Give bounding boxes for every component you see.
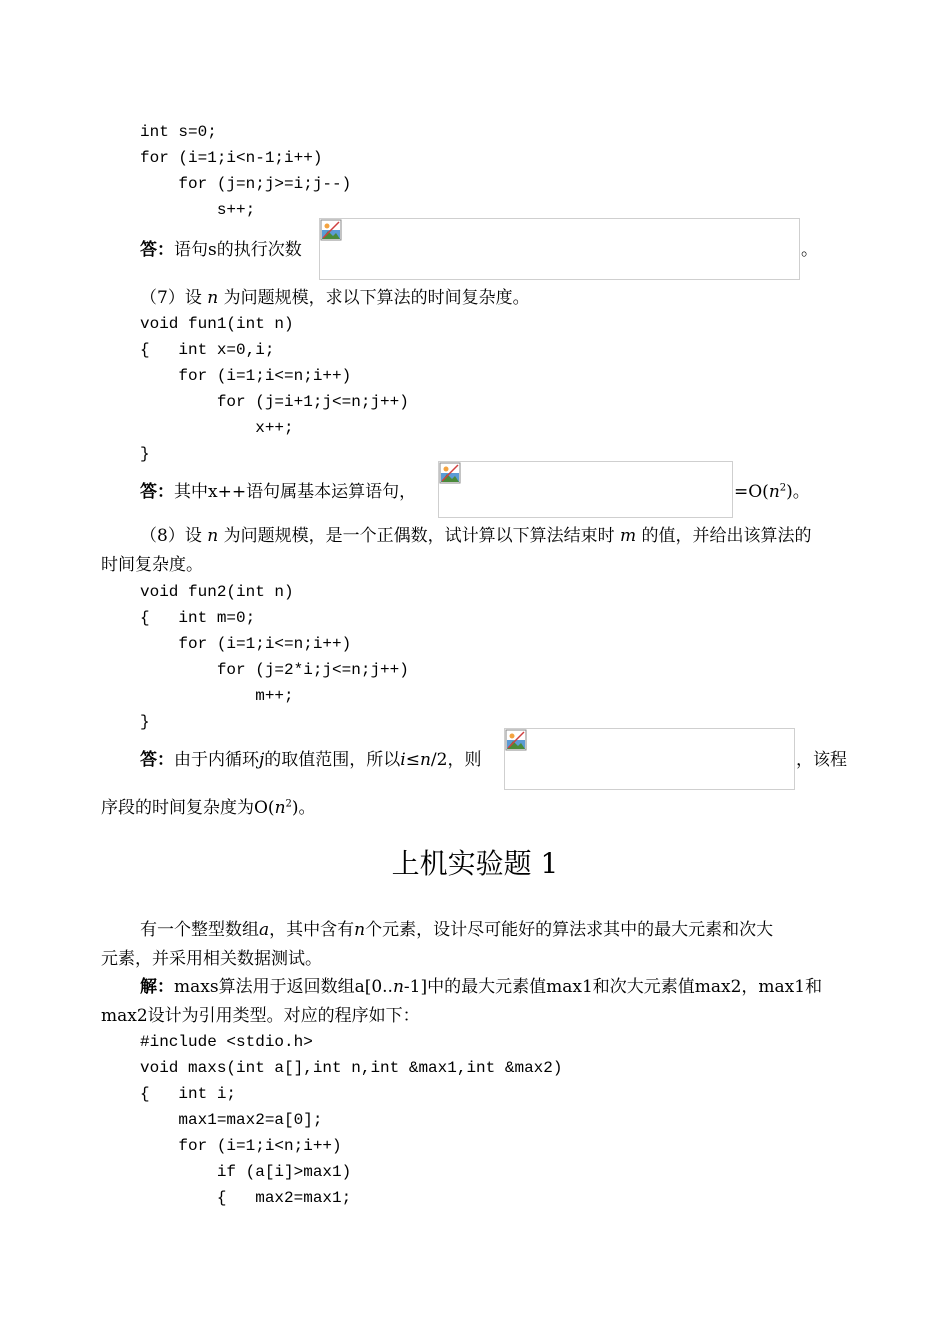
q-text: 为问题规模，求以下算法的时间复杂度。: [218, 288, 530, 308]
code-line: max1=max2=a[0];: [140, 1111, 323, 1129]
p-text: ，其中含有: [269, 920, 355, 940]
code-line: for (j=2*i;j<=n;j++): [140, 661, 409, 679]
answer-text: 其中x++语句属基本运算语句，: [174, 482, 417, 502]
solution-label: 解：: [140, 977, 174, 997]
eq-text: )。: [786, 482, 810, 502]
q-var: n: [207, 288, 219, 308]
q-text: 为问题规模，是一个正偶数，试计算以下算法结束时: [218, 526, 620, 546]
q-var: m: [620, 526, 637, 546]
code-line: void fun1(int n): [140, 315, 294, 333]
answer-var: n: [274, 798, 286, 818]
broken-image-icon: [320, 219, 342, 241]
code-line: x++;: [140, 419, 294, 437]
answer-line: [140, 748, 481, 772]
sol-var: n: [392, 977, 404, 997]
section-title: 上机实验题 1: [391, 847, 559, 880]
eq-text: =O(: [734, 482, 769, 502]
code-line: for (i=1;i<n-1;i++): [140, 149, 323, 167]
answer-text: /2，则: [430, 750, 482, 770]
broken-image-icon: [505, 729, 527, 751]
code-line: }: [140, 445, 150, 463]
code-line: if (a[i]>max1): [140, 1163, 352, 1181]
code-line: for (j=n;j>=i;j--): [140, 175, 352, 193]
p-var: n: [354, 920, 366, 940]
code-line: { int m=0;: [140, 609, 256, 627]
code-line: for (i=1;i<=n;i++): [140, 635, 352, 653]
question-7: [140, 286, 530, 310]
period: 。: [801, 240, 818, 260]
code-line: void fun2(int n): [140, 583, 294, 601]
answer-tail: ，该程: [796, 750, 847, 770]
code-line: void maxs(int a[],int n,int &max1,int &max2): [140, 1059, 563, 1077]
code-line: s++;: [140, 201, 256, 219]
code-line: { int i;: [140, 1085, 237, 1103]
code-line: { max2=max1;: [140, 1189, 352, 1207]
code-line: m++;: [140, 687, 294, 705]
q-text: 的值，并给出该算法的: [636, 526, 812, 546]
answer-text: 由于内循环: [174, 750, 259, 770]
code-line: int s=0;: [140, 123, 217, 141]
answer-text: 语句s的执行次数: [174, 240, 302, 260]
answer-label: 答：: [140, 750, 174, 770]
question-8-line2: 时间复杂度。: [101, 555, 203, 575]
formula-image-placeholder: [504, 728, 795, 790]
solution-line2: max2设计为引用类型。对应的程序如下：: [101, 1006, 420, 1026]
answer-line: [140, 238, 302, 262]
q-var: n: [207, 526, 219, 546]
eq-var: n: [768, 482, 780, 502]
answer-text: 序段的时间复杂度为O(: [101, 798, 275, 818]
code-line: }: [140, 713, 150, 731]
p-var: a: [259, 920, 270, 940]
exercise-line1: [140, 918, 773, 942]
code-line: #include <stdio.h>: [140, 1033, 313, 1051]
p-text: 个元素，设计尽可能好的算法求其中的最大元素和次大: [365, 920, 774, 940]
solution-line1: [140, 975, 822, 999]
q-text: （8）设: [140, 526, 208, 546]
answer-text: 的取值范围，所以: [264, 750, 401, 770]
answer-var: j: [259, 750, 265, 770]
complexity-result: [734, 480, 810, 504]
answer-label: 答：: [140, 482, 174, 502]
sol-text: -1]中的最大元素值max1和次大元素值max2，max1和: [403, 977, 823, 997]
answer-text: )。: [291, 798, 316, 818]
code-line: for (i=1;i<=n;i++): [140, 367, 352, 385]
answer-label: 答：: [140, 240, 174, 260]
sol-text: maxs算法用于返回数组a[0..: [174, 977, 393, 997]
eq-sup: 2: [779, 482, 787, 494]
question-8-line1: [140, 524, 812, 548]
exercise-line2: 元素，并采用相关数据测试。: [101, 949, 322, 969]
formula-image-placeholder: [438, 461, 733, 518]
code-line: { int x=0,i;: [140, 341, 275, 359]
broken-image-icon: [439, 462, 461, 484]
p-text: 有一个整型数组: [140, 920, 259, 940]
q-text: （7）设: [140, 288, 208, 308]
answer-var: n: [419, 750, 431, 770]
answer-text: ≤: [405, 750, 420, 770]
answer-var: i: [400, 750, 406, 770]
answer-line-2: [101, 796, 316, 820]
answer-sup: 2: [285, 798, 292, 810]
answer-line: [140, 480, 416, 504]
formula-image-placeholder: [319, 218, 800, 280]
code-line: for (i=1;i<n;i++): [140, 1137, 342, 1155]
code-line: for (j=i+1;j<=n;j++): [140, 393, 409, 411]
